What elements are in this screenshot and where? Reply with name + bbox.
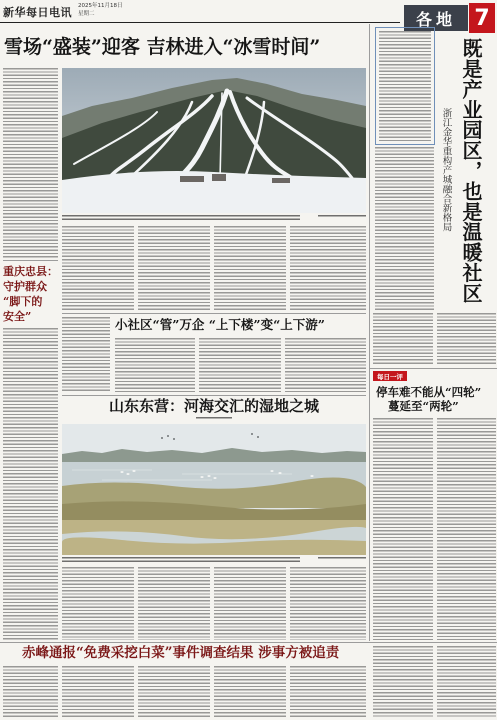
page-number: 7 [469, 3, 495, 33]
article-byline [196, 417, 232, 420]
article-body-text [199, 338, 281, 393]
article-body-text [290, 567, 366, 640]
section-label: 各地 [404, 5, 468, 31]
article-body-text [62, 666, 134, 717]
commentary-tag: 每日一评 [373, 371, 407, 381]
issue-weekday: 星期二 [78, 11, 95, 17]
section-rule [62, 313, 366, 314]
article-body-text [62, 226, 134, 310]
issue-date: 2025年11月18日 [78, 3, 123, 9]
article-body-text [437, 418, 496, 640]
article-body-text [214, 226, 286, 310]
headline-line: “脚下的 [3, 295, 43, 308]
article-lead-text [379, 31, 431, 141]
article-body-text [214, 666, 286, 717]
article-body-text [62, 317, 110, 393]
headline-line: 重庆忠县： [3, 265, 58, 278]
subheadline-jinhua: 浙江金华重构产城融合新格局 [440, 108, 452, 232]
headline-line: 安全” [3, 310, 32, 323]
section-rule [370, 368, 497, 369]
lead-paragraph-box [375, 27, 435, 145]
article-body-text [375, 147, 434, 310]
photo-caption [62, 557, 300, 563]
article-body-text [214, 567, 286, 640]
article-body-text [115, 338, 195, 393]
article-body-text [3, 68, 58, 258]
photo-credit [318, 557, 366, 560]
article-body-text [3, 666, 58, 717]
article-body-text [373, 418, 433, 640]
article-body-text [373, 313, 433, 365]
headline-line: 停车难不能从“四轮” [376, 385, 482, 399]
column-rule [369, 24, 370, 641]
headline-chifeng: 赤峰通报“免费采挖白菜”事件调查结果 涉事方被追责 [22, 645, 340, 661]
headline-chongqing [3, 264, 59, 324]
article-body-text [138, 567, 210, 640]
photo-caption [62, 215, 300, 221]
article-body-text [138, 226, 210, 310]
article-body-text [285, 338, 366, 393]
article-body-text [437, 313, 496, 365]
headline-community: 小社区“管”万企 “上下楼”变“上下游” [115, 317, 325, 332]
article-body-text [290, 226, 366, 310]
article-body-text [437, 646, 496, 717]
article-body-text [290, 666, 366, 717]
section-rule [3, 260, 58, 261]
photo-wetland [62, 424, 366, 555]
headline-snow-season: 雪场“盛装”迎客 吉林进入“冰雪时间” [4, 36, 321, 58]
newspaper-logo: 新华每日电讯 [3, 6, 72, 19]
headline-dongying: 山东东营：河海交汇的湿地之城 [108, 397, 319, 415]
section-rule [62, 395, 366, 396]
headline-line: 守护群众 [3, 280, 47, 293]
headline-line: 蔓延至“两轮” [388, 399, 459, 413]
headline-commentary [376, 385, 481, 413]
article-body-text [62, 567, 134, 640]
article-body-text [373, 646, 433, 717]
masthead-rule [0, 22, 400, 23]
photo-credit [318, 215, 366, 218]
section-rule [0, 642, 497, 643]
article-body-text [138, 666, 210, 717]
headline-jinhua: 既是产业园区，也是温暖社区 [459, 38, 483, 304]
article-body-text [3, 328, 58, 640]
photo-ski-resort [62, 68, 366, 213]
